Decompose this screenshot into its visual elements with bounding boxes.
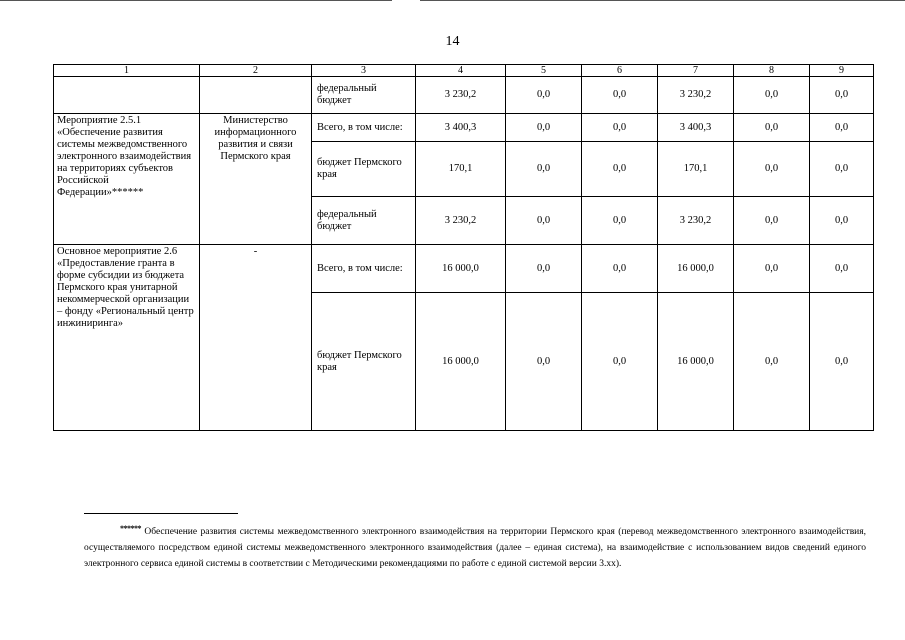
value-cell: 0,0	[506, 245, 582, 293]
footnote-marker: ******	[120, 524, 141, 533]
funding-source: Всего, в том числе:	[312, 114, 416, 142]
col-header: 2	[200, 65, 312, 77]
column-number-row	[54, 65, 874, 77]
empty-cell	[200, 77, 312, 114]
measure-name: Основное мероприятие 2.6 «Предоставление гранта в форме субсидии из бюджета Пермского края унитарной некоммерческой организации – фонду «Региональный центр инжиниринга»	[54, 245, 200, 431]
value-cell: 0,0	[582, 77, 658, 114]
value-cell: 0,0	[810, 77, 874, 114]
funding-source: федеральный бюджет	[312, 77, 416, 114]
table-row	[54, 77, 874, 114]
value-cell: 0,0	[582, 142, 658, 197]
value-cell: 0,0	[734, 77, 810, 114]
col-header: 8	[734, 65, 810, 77]
footnote-text: Обеспечение развития системы межведомственного электронного взаимодействия на территории Пермского края (перевод межведомственного электронного взаимодействия, осуществляемого посредством единой системы межведомственного электронного взаимодействия (далее – единая система), на взаимодействие с использованием видов сведений единого электронного сервиса единой системы в соответствии с Методическими рекомендациями по работе с единой системой версии 3.xx).	[84, 527, 867, 569]
value-cell: 3 400,3	[658, 114, 734, 142]
value-cell: 3 230,2	[416, 77, 506, 114]
col-header: 7	[658, 65, 734, 77]
value-cell: 0,0	[582, 197, 658, 245]
value-cell: 0,0	[506, 197, 582, 245]
value-cell: 3 400,3	[416, 114, 506, 142]
value-cell: 0,0	[506, 142, 582, 197]
value-cell: 0,0	[734, 142, 810, 197]
value-cell: 0,0	[582, 114, 658, 142]
value-cell: 3 230,2	[416, 197, 506, 245]
footnote	[84, 521, 866, 572]
value-cell: 16 000,0	[416, 245, 506, 293]
footnote-separator	[84, 513, 238, 514]
value-cell: 0,0	[582, 245, 658, 293]
value-cell: 0,0	[810, 197, 874, 245]
measure-name: Мероприятие 2.5.1 «Обеспечение развития системы межведомственного электронного взаимодействия на территориях субъектов Российской Федерации»******	[54, 114, 200, 245]
value-cell: 0,0	[506, 293, 582, 431]
funding-source: Всего, в том числе:	[312, 245, 416, 293]
value-cell: 0,0	[506, 114, 582, 142]
value-cell: 0,0	[734, 245, 810, 293]
table-row	[54, 245, 874, 293]
scan-edge-right	[420, 0, 905, 1]
col-header: 4	[416, 65, 506, 77]
scan-edge-left	[0, 0, 392, 1]
value-cell: 0,0	[810, 114, 874, 142]
value-cell: 0,0	[734, 197, 810, 245]
value-cell: 170,1	[416, 142, 506, 197]
value-cell: 3 230,2	[658, 197, 734, 245]
funding-source: федеральный бюджет	[312, 197, 416, 245]
col-header: 6	[582, 65, 658, 77]
col-header: 1	[54, 65, 200, 77]
empty-cell	[54, 77, 200, 114]
value-cell: 16 000,0	[658, 293, 734, 431]
funding-source: бюджет Пермского края	[312, 142, 416, 197]
value-cell: 170,1	[658, 142, 734, 197]
value-cell: 0,0	[810, 142, 874, 197]
col-header: 3	[312, 65, 416, 77]
value-cell: 16 000,0	[416, 293, 506, 431]
value-cell: 3 230,2	[658, 77, 734, 114]
measure-executor: -	[200, 245, 312, 431]
page-number: 14	[445, 34, 460, 49]
value-cell: 0,0	[810, 293, 874, 431]
value-cell: 0,0	[810, 245, 874, 293]
col-header: 9	[810, 65, 874, 77]
table-row	[54, 114, 874, 142]
value-cell: 0,0	[582, 293, 658, 431]
value-cell: 0,0	[506, 77, 582, 114]
value-cell: 0,0	[734, 293, 810, 431]
measure-executor: Министерство информационного развития и связи Пермского края	[200, 114, 312, 245]
value-cell: 16 000,0	[658, 245, 734, 293]
value-cell: 0,0	[734, 114, 810, 142]
budget-table	[53, 64, 874, 431]
funding-source: бюджет Пермского края	[312, 293, 416, 431]
col-header: 5	[506, 65, 582, 77]
